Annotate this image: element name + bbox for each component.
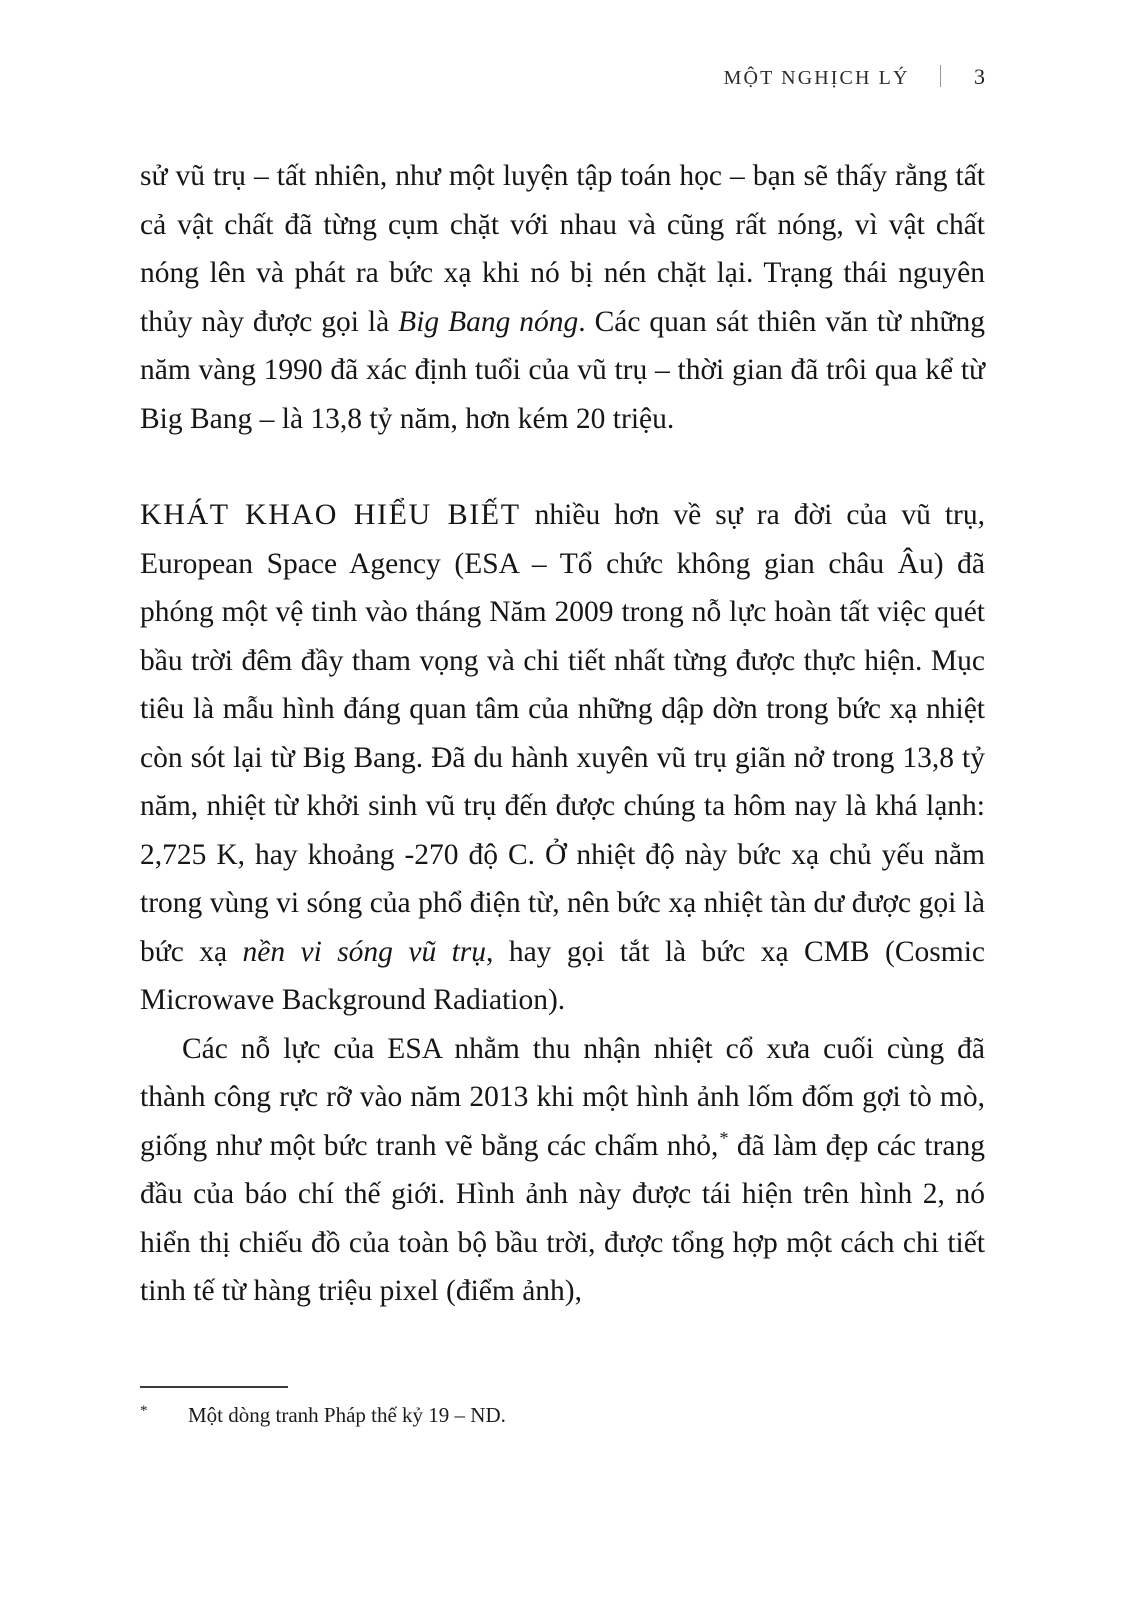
paragraph-2-text-a: nhiều hơn về sự ra đời của vũ trụ, European Space Agency (ESA – Tổ chức không gian châu Âu) đã phóng một vệ tinh vào tháng Năm 2009 trong nỗ lực hoàn tất việc quét bầu trời đêm đầy tham vọng và chi tiết nhất từng được thực hiện. Mục tiêu là mẫu hình đáng quan tâm của những dập dờn trong bức xạ nhiệt còn sót lại từ Big Bang. Đã du hành xuyên vũ trụ giãn nở trong 13,8 tỷ năm, nhiệt từ khởi sinh vũ trụ đến được chúng ta hôm nay là khá lạnh: 2,725 K, hay khoảng -270 độ C. Ở nhiệt độ này bức xạ chủ yếu nằm trong vùng vi sóng của phổ điện từ, nên bức xạ nhiệt tàn dư được gọi là bức xạ: [140, 499, 986, 968]
footnote-reference-marker[interactable]: *: [719, 1127, 729, 1148]
page-number: 3: [974, 64, 985, 89]
paragraph-3-text-b: đã làm đẹp các trang đầu của báo chí thế giới. Hình ảnh này được tái hiện trên hình 2, nó hiển thị chiếu đồ của toàn bộ bầu trời, được tổng hợp một cách chi tiết tinh tế từ hàng triệu pixel (điểm ảnh),: [140, 1129, 985, 1307]
paragraph-1-text-a: sử vũ trụ – tất nhiên, như một luyện tập toán học – bạn sẽ thấy rằng tất cả vật chất đã từng cụm chặt với nhau và cũng rất nóng, vì vật chất nóng lên và phát ra bức xạ khi nó bị nén chặt lại. Trạng thái nguyên thủy này được gọi là: [140, 160, 985, 338]
paragraph-1-text-b: . Các quan sát thiên văn từ những năm vàng 1990 đã xác định tuổi của vũ trụ – thời gian đã trôi qua kể từ Big Bang – là 13,8 tỷ năm, hơn kém 20 triệu.: [140, 305, 985, 435]
paragraph-3: [140, 1025, 985, 1316]
paragraph-1: [140, 152, 985, 443]
paragraph-3-text-a: Các nỗ lực của ESA nhằm thu nhận nhiệt cổ xưa cuối cùng đã thành công rực rỡ vào năm 2013 khi một hình ảnh lốm đốm gợi tò mò, giống như một bức tranh vẽ bằng các chấm nhỏ,: [140, 1032, 985, 1162]
running-head: [140, 62, 985, 90]
footnote-area: [140, 1386, 985, 1433]
footnote-item: [140, 1400, 985, 1433]
footnote-separator-rule: [140, 1386, 288, 1388]
body-text-block: [140, 152, 985, 1316]
paragraph-2-smallcaps-lead: KHÁT KHAO HIỂU BIẾT: [140, 498, 521, 531]
paragraph-2-italic-term: nền vi sóng vũ trụ: [242, 935, 487, 968]
paragraph-2: [140, 491, 985, 1025]
running-head-title: MỘT NGHỊCH LÝ: [723, 67, 910, 89]
paragraph-1-italic-term: Big Bang nóng: [398, 305, 579, 338]
footnote-marker: *: [140, 1402, 148, 1419]
paragraph-2-text-b: , hay gọi tắt là bức xạ CMB (Cosmic Microwave Background Radiation).: [140, 935, 985, 1016]
footnote-text: Một dòng tranh Pháp thế kỷ 19 – ND.: [188, 1402, 506, 1427]
running-head-separator: [940, 65, 942, 87]
paragraph-spacer: [140, 443, 985, 491]
